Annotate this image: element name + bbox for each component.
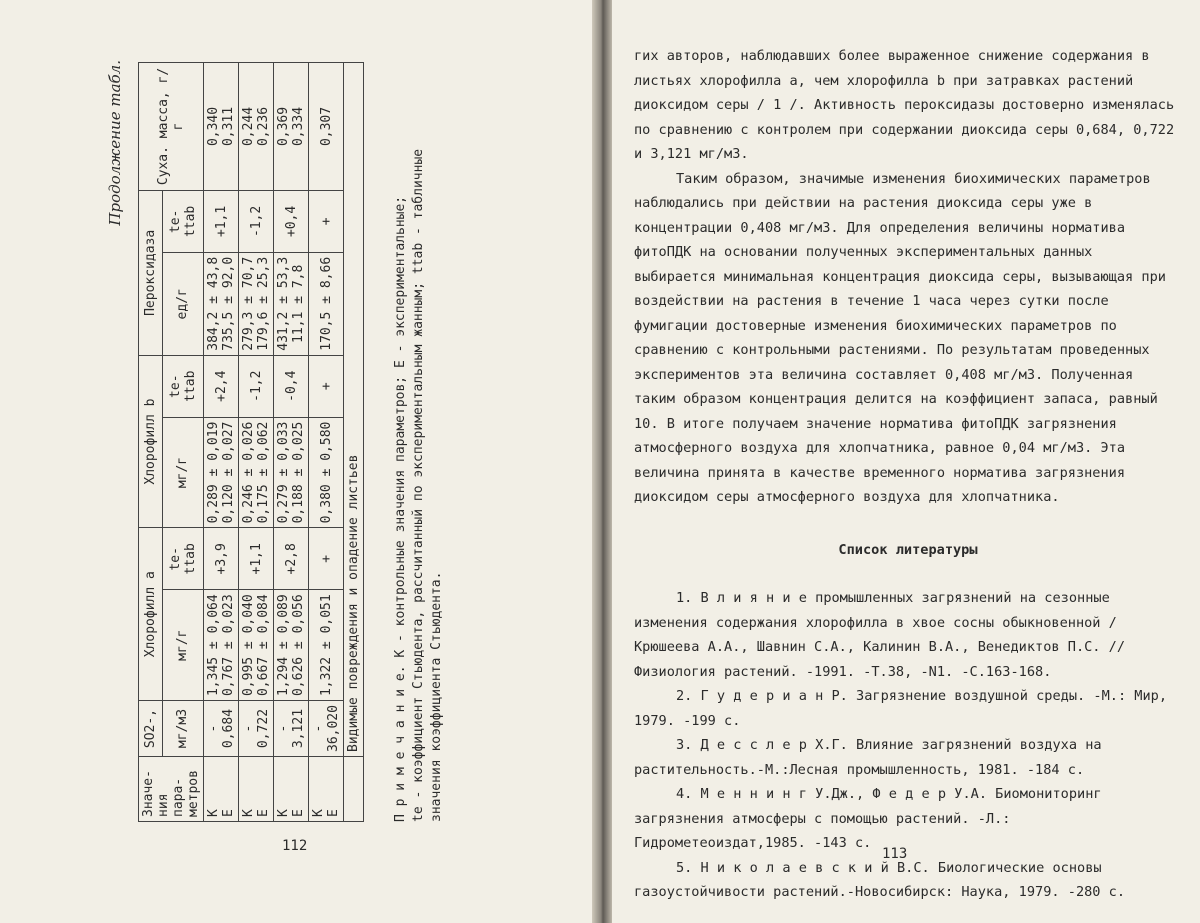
book-gutter	[592, 0, 612, 923]
right-page	[612, 0, 1200, 923]
chl-a-unit: мг/г	[162, 590, 203, 701]
reference-item: 2. Г у д е р и а н Р. Загрязнение воздушной среды. -М.: Мир, 1979. -199 с.	[634, 688, 1168, 729]
row-label: К Е	[239, 757, 274, 822]
empty-cell	[344, 757, 364, 822]
chl-a-t: te-ttab	[162, 528, 203, 590]
so2-cell: - 0,722	[239, 701, 274, 757]
so2-cell: - 0,684	[204, 701, 239, 757]
chl-a-cell: 1,322 ± 0,051	[309, 590, 344, 701]
last-row-note: Видимые повреждения и опадение листьев	[344, 63, 364, 757]
perox-t-cell: +	[309, 190, 344, 252]
chl-b-cell: 0,279 ± 0,033 0,188 ± 0,025	[274, 417, 309, 528]
chl-b-header: Хлорофилл b	[139, 355, 163, 528]
chl-b-cell: 0,289 ± 0,019 0,120 ± 0,027	[204, 417, 239, 528]
perox-cell: 170,5 ± 8,66	[309, 252, 344, 355]
perox-cell: 384,2 ± 43,8 735,5 ± 92,0	[204, 252, 239, 355]
chl-a-header: Хлорофилл a	[139, 528, 163, 701]
perox-t: te-ttab	[162, 190, 203, 252]
reference-item: 5. Н и к о л а е в с к и й В.С. Биологические основы газоустойчивости растений.-Новосибирск: Наука, 1979. -280 с.	[634, 859, 1126, 900]
reference-item: 4. М е н н и н г У.Дж., Ф е д е р У.А. Биомониторинг загрязнения атмосферы с помощью растений. -Л.: Гидрометеоиздат,1985. -143 с.	[634, 786, 1102, 851]
note-line-1: П р и м е ч а н и е. К - контрольные значения параметров; Е - экспериментальные;	[393, 195, 408, 822]
dry-cell: 0,244 0,236	[239, 63, 274, 191]
chl-a-cell: 1,345 ± 0,064 0,767 ± 0,023	[204, 590, 239, 701]
chl-b-cell: 0,246 ± 0,026 0,175 ± 0,062	[239, 417, 274, 528]
so2-cell: - 3,121	[274, 701, 309, 757]
data-table	[138, 62, 364, 822]
reference-item: 1. В л и я н и е промышленных загрязнений на сезонные изменения содержания хлорофилла в хвое сосны обыкновенной / Крюшеева А.А., Шавнин С.А., Калинин В.А., Венедиктов П.С. //Физиология растений. -1991. -Т.38, -N1. -С.163-168.	[634, 590, 1126, 680]
chl-a-t-cell: +1,1	[239, 528, 274, 590]
table-row	[309, 63, 344, 822]
chl-a-t-cell: +	[309, 528, 344, 590]
param-header: Значе-ния пара-метров	[139, 757, 204, 822]
table-row	[204, 63, 239, 822]
chl-b-t-cell: -1,2	[239, 355, 274, 417]
reference-item: 3. Д е с с л е р Х.Г. Влияние загрязнений воздуха на растительность.-М.:Лесная промышленность, 1981. -184 с.	[634, 737, 1102, 778]
dry-cell: 0,369 0,334	[274, 63, 309, 191]
chl-b-t-cell: +2,4	[204, 355, 239, 417]
note-line-3: значения коэффициента Стьюдента.	[429, 571, 444, 822]
chl-b-t-cell: +	[309, 355, 344, 417]
dry-cell: 0,340 0,311	[204, 63, 239, 191]
page-number-left: 112	[282, 838, 308, 854]
references-title: Список литературы	[838, 541, 978, 558]
dry-cell: 0,307	[309, 63, 344, 191]
continuation-title: Продолжение табл.	[106, 60, 124, 226]
perox-t-cell: -1,2	[239, 190, 274, 252]
page-number-right: 113	[882, 846, 908, 862]
row-label: К Е	[204, 757, 239, 822]
chl-b-unit: мг/г	[162, 417, 203, 528]
left-page	[0, 0, 592, 923]
so2-header: SO2-,	[139, 701, 163, 757]
perox-t-cell: +1,1	[204, 190, 239, 252]
perox-header: Пероксидаза	[139, 190, 163, 355]
chl-b-cell: 0,380 ± 0,580	[309, 417, 344, 528]
perox-cell: 431,2 ± 53,3 11,1 ± 7,8	[274, 252, 309, 355]
chl-a-cell: 1,294 ± 0,089 0,626 ± 0,056	[274, 590, 309, 701]
chl-a-t-cell: +2,8	[274, 528, 309, 590]
so2-cell: - 36,020	[309, 701, 344, 757]
table-row	[239, 63, 274, 822]
paragraph-2: Таким образом, значимые изменения биохимических параметров наблюдались при действии на растения диоксида серы уже в концентрации 0,408 мг/м3. Для определения величины норматива фитоПДК на основании полученных экспериментальных данных выбирается минимальная концентрация диоксида серы, вызывающая при воздействии на растения в течение 1 часа через сутки после фумигации достоверные изменения биохимических параметров по сравнению с контрольными растениями. По результатам проведенных экспериментов эта величина составляет 0,408 мг/м3. Полученная таким образом концентрация делится на коэффициент запаса, равный 10. В итоге получаем значение норматива фитоПДК загрязнения атмосферного воздуха для хлопчатника, равное 0,04 мг/м3. Эта величина принята в качестве временного норматива загрязнения диоксидом серы атмосферного воздуха для хлопчатника.	[634, 170, 1166, 505]
chl-b-t-cell: -0,4	[274, 355, 309, 417]
rotated-table-block	[100, 50, 500, 830]
table-row	[274, 63, 309, 822]
table-note	[392, 62, 446, 822]
perox-unit: ед/г	[162, 252, 203, 355]
table-row	[344, 63, 364, 822]
row-label: К Е	[309, 757, 344, 822]
perox-t-cell: +0,4	[274, 190, 309, 252]
note-line-2: te - коэффициент Стьюдента, рассчитанный по экспериментальным жанным; ttab - табличные	[411, 148, 426, 822]
chl-a-cell: 0,995 ± 0,040 0,667 ± 0,084	[239, 590, 274, 701]
dry-header: Суха. масса, г/г	[139, 63, 204, 191]
chl-b-t: te-ttab	[162, 355, 203, 417]
right-page-text	[634, 44, 1182, 905]
row-label: К Е	[274, 757, 309, 822]
so2-unit: мг/м3	[162, 701, 203, 757]
chl-a-t-cell: +3,9	[204, 528, 239, 590]
perox-cell: 279,3 ± 70,7 179,6 ± 25,3	[239, 252, 274, 355]
paragraph-1: гих авторов, наблюдавших более выраженное снижение содержания в листьях хлорофилла а, чем хлорофилла b при затравках растений диоксидом серы / 1 /. Активность пероксидазы достоверно изменялась по сравнению с контролем при содержании диоксида серы 0,684, 0,722 и 3,121 мг/м3.	[634, 48, 1175, 162]
